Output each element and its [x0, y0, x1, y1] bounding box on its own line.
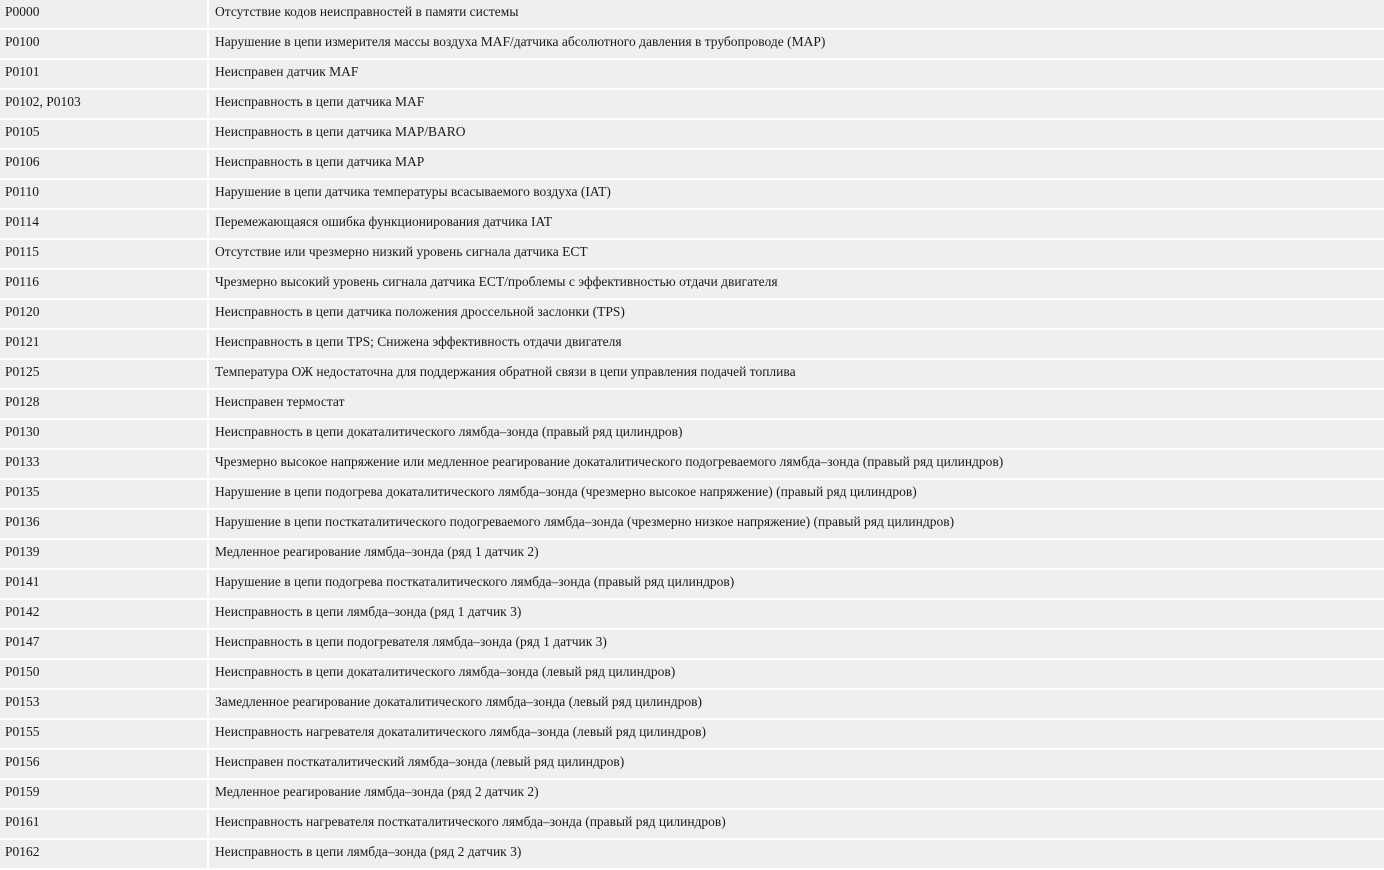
fault-description-cell: Неисправен посткаталитический лямбда–зонда (левый ряд цилиндров) — [208, 749, 1384, 779]
fault-description-cell: Медленное реагирование лямбда–зонда (ряд 1 датчик 2) — [208, 539, 1384, 569]
table-row — [0, 809, 1384, 839]
fault-code-cell: P0101 — [0, 59, 208, 89]
fault-description-cell: Температура ОЖ недостаточна для поддержания обратной связи в цепи управления подачей топлива — [208, 359, 1384, 389]
table-row — [0, 479, 1384, 509]
table-row — [0, 599, 1384, 629]
fault-description-cell: Нарушение в цепи подогрева докаталитического лямбда–зонда (чрезмерно высокое напряжение) (правый ряд цилиндров) — [208, 479, 1384, 509]
fault-code-cell: P0100 — [0, 29, 208, 59]
fault-code-cell: P0162 — [0, 839, 208, 869]
fault-description-cell: Неисправность нагревателя посткаталитического лямбда–зонда (правый ряд цилиндров) — [208, 809, 1384, 839]
table-row — [0, 389, 1384, 419]
fault-code-cell: P0000 — [0, 0, 208, 29]
fault-code-cell: P0116 — [0, 269, 208, 299]
fault-code-cell: P0161 — [0, 809, 208, 839]
table-row — [0, 89, 1384, 119]
table-row — [0, 29, 1384, 59]
table-row — [0, 329, 1384, 359]
table-row — [0, 149, 1384, 179]
fault-description-cell: Чрезмерно высокий уровень сигнала датчика ECT/проблемы с эффективностью отдачи двигателя — [208, 269, 1384, 299]
table-row — [0, 719, 1384, 749]
fault-description-cell: Неисправность в цепи лямбда–зонда (ряд 2 датчик 3) — [208, 839, 1384, 869]
fault-code-cell: P0150 — [0, 659, 208, 689]
fault-code-cell: P0114 — [0, 209, 208, 239]
fault-description-cell: Неисправность в цепи датчика MAP — [208, 149, 1384, 179]
fault-description-cell: Медленное реагирование лямбда–зонда (ряд 2 датчик 2) — [208, 779, 1384, 809]
fault-code-cell: P0159 — [0, 779, 208, 809]
fault-description-cell: Замедленное реагирование докаталитического лямбда–зонда (левый ряд цилиндров) — [208, 689, 1384, 719]
fault-code-cell: P0142 — [0, 599, 208, 629]
table-row — [0, 509, 1384, 539]
fault-code-cell: P0141 — [0, 569, 208, 599]
fault-code-cell: P0115 — [0, 239, 208, 269]
fault-code-cell: P0156 — [0, 749, 208, 779]
fault-description-cell: Неисправность в цепи лямбда–зонда (ряд 1 датчик 3) — [208, 599, 1384, 629]
fault-description-cell: Нарушение в цепи подогрева посткаталитического лямбда–зонда (правый ряд цилиндров) — [208, 569, 1384, 599]
table-row — [0, 239, 1384, 269]
fault-description-cell: Неисправность в цепи датчика положения дроссельной заслонки (TPS) — [208, 299, 1384, 329]
fault-code-cell: P0128 — [0, 389, 208, 419]
fault-code-cell: P0133 — [0, 449, 208, 479]
fault-description-cell: Неисправность в цепи докаталитического лямбда–зонда (левый ряд цилиндров) — [208, 659, 1384, 689]
fault-code-cell: P0135 — [0, 479, 208, 509]
fault-code-cell: P0102, P0103 — [0, 89, 208, 119]
fault-code-cell: P0125 — [0, 359, 208, 389]
table-row — [0, 119, 1384, 149]
fault-code-cell: P0153 — [0, 689, 208, 719]
fault-description-cell: Перемежающаяся ошибка функционирования датчика IAT — [208, 209, 1384, 239]
fault-code-cell: P0130 — [0, 419, 208, 449]
fault-code-cell: P0121 — [0, 329, 208, 359]
table-row — [0, 449, 1384, 479]
fault-description-cell: Отсутствие или чрезмерно низкий уровень сигнала датчика ECT — [208, 239, 1384, 269]
fault-description-cell: Чрезмерно высокое напряжение или медленное реагирование докаталитического подогреваемого лямбда–зонда (правый ряд цилиндров) — [208, 449, 1384, 479]
fault-description-cell: Неисправность в цепи докаталитического лямбда–зонда (правый ряд цилиндров) — [208, 419, 1384, 449]
table-row — [0, 59, 1384, 89]
fault-description-cell: Нарушение в цепи измерителя массы воздуха MAF/датчика абсолютного давления в трубопроводе (MAP) — [208, 29, 1384, 59]
fault-description-cell: Неисправность в цепи TPS; Снижена эффективность отдачи двигателя — [208, 329, 1384, 359]
fault-description-cell: Неисправен термостат — [208, 389, 1384, 419]
table-row — [0, 269, 1384, 299]
table-row — [0, 749, 1384, 779]
fault-code-cell: P0120 — [0, 299, 208, 329]
fault-description-cell: Неисправен датчик MAF — [208, 59, 1384, 89]
table-row — [0, 0, 1384, 29]
fault-code-cell: P0110 — [0, 179, 208, 209]
table-row — [0, 419, 1384, 449]
fault-code-cell: P0139 — [0, 539, 208, 569]
table-row — [0, 209, 1384, 239]
table-row — [0, 539, 1384, 569]
fault-code-cell: P0147 — [0, 629, 208, 659]
fault-description-cell: Нарушение в цепи посткаталитического подогреваемого лямбда–зонда (чрезмерно низкое напряжение) (правый ряд цилиндров) — [208, 509, 1384, 539]
fault-description-cell: Неисправность нагревателя докаталитического лямбда–зонда (левый ряд цилиндров) — [208, 719, 1384, 749]
table-row — [0, 359, 1384, 389]
fault-description-cell: Неисправность в цепи датчика MAP/BARO — [208, 119, 1384, 149]
fault-description-cell: Отсутствие кодов неисправностей в памяти системы — [208, 0, 1384, 29]
fault-code-cell: P0136 — [0, 509, 208, 539]
table-row — [0, 779, 1384, 809]
table-row — [0, 689, 1384, 719]
fault-description-cell: Неисправность в цепи подогревателя лямбда–зонда (ряд 1 датчик 3) — [208, 629, 1384, 659]
fault-description-cell: Неисправность в цепи датчика MAF — [208, 89, 1384, 119]
fault-code-cell: P0105 — [0, 119, 208, 149]
table-row — [0, 179, 1384, 209]
fault-description-cell: Нарушение в цепи датчика температуры всасываемого воздуха (IAT) — [208, 179, 1384, 209]
table-row — [0, 659, 1384, 689]
fault-code-cell: P0155 — [0, 719, 208, 749]
table-row — [0, 299, 1384, 329]
table-row — [0, 569, 1384, 599]
table-row — [0, 629, 1384, 659]
fault-code-cell: P0106 — [0, 149, 208, 179]
